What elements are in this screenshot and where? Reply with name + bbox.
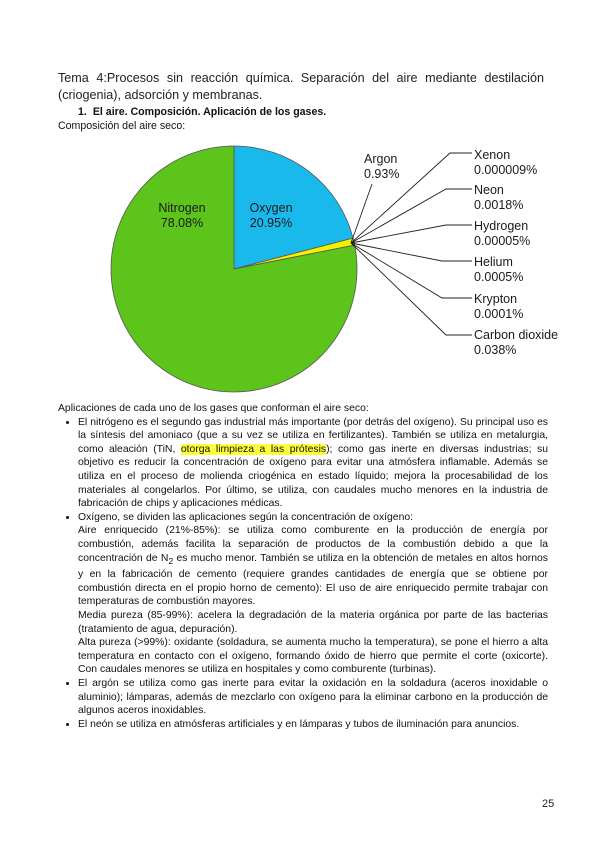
applications-section [58,402,548,731]
krypton-leader [351,243,472,298]
argon-leader [351,184,372,243]
oxygen-enriched-air [78,524,548,609]
argon-callout-name: Argon [364,152,398,166]
krypton-callout-value: 0.0001% [474,307,524,321]
oxygen-bullet [78,511,548,677]
nitrogen-slice-name: Nitrogen [158,201,206,215]
neon-bullet: • El neón se utiliza en atmósferas artificiales y en lámparas y tubos de iluminación para anuncios. [78,718,548,732]
oxygen-enriched-subscript: 2 [168,555,174,566]
air-composition-pie-chart [110,132,580,404]
carbon-dioxide-leader [351,243,472,335]
section-title: El aire. Composición. Aplicación de los gases. [92,106,327,118]
applications-list [58,416,548,732]
oxygen-medium-purity: Media pureza (85-99%): acelera la degradación de la materia orgánica por parte de las bacterias (tratamiento de agua, depuración). [78,609,548,635]
highlighted-text: otorga limpieza a las prótesis [180,443,327,455]
nitrogen-text-before: El nitrógeno es el segundo gas industrial más importante (por detrás del oxígeno). Su principal uso es la síntesis del amoniaco (que a su vez se utiliza en fertilizantes). También se utiliza en metalurgia, como aleación (TiN, [78,416,548,455]
section-number: 1. [78,106,87,118]
xenon-callout-name: Xenon [474,148,511,162]
hydrogen-callout-value: 0.00005% [474,234,531,248]
xenon-callout-value: 0.000009% [474,163,538,177]
carbon-dioxide-callout-name: Carbon dioxide [474,328,559,342]
helium-callout-name: Helium [474,255,513,269]
neon-callout-name: Neon [474,183,504,197]
applications-intro: Aplicaciones de cada uno de los gases que conforman el aire seco: [58,403,369,414]
argon-bullet: • El argón se utiliza como gas inerte para evitar la oxidación en la soldadura (aceros inoxidable o aluminio); lámparas, además de mezclarlo con oxígeno para la eliminar carbono en la producción de algunos aceros inoxidables. [78,677,548,718]
oxygen-slice-name: Oxygen [249,201,293,215]
helium-leader [351,243,472,261]
krypton-callout-name: Krypton [474,292,518,306]
nitrogen-bullet [78,416,548,511]
nitrogen-text-after: ); como gas inerte en diversas industrias; su objetivo es reducir la concentración de oxígeno para evitar una atmósfera inflamable. Además se utiliza en el proceso de molienda criogénica en estado líquido; mejora la procesabilidad de los materiales al congelarlos. Por último, se utiliza, con caudales mucho menores en la industria de fabricación de chips y aplicaciones médicas. [78,443,548,510]
argon-callout-value: 0.93% [364,167,400,181]
oxygen-intro: Oxígeno, se dividen las aplicaciones según la concentración de oxígeno: [78,511,414,523]
oxygen-high-purity: Alta pureza (>99%): oxidante (soldadura, se aumenta mucho la temperatura), se pone el hierro a alta temperatura en contacto con el oxígeno, formando óxido de hierro que permite el corte (oxicorte). Con caudales menores se utiliza en hospitales y como comburente (turbinas). [78,637,548,676]
nitrogen-slice-value: 78.08% [160,216,204,230]
oxygen-enriched-after: es mucho menor. También se utiliza en la obtención de metales en altos hornos y en la fabricación de cemento (requiere grandes cantidades de energía que se obtiene por combustión directa en el propio horno de cemento): El uso de aire enriquecido permite trabajar con temperaturas de combustión mayores. [78,552,548,608]
neon-leader [351,189,472,243]
helium-callout-value: 0.0005% [474,270,524,284]
hydrogen-callout-name: Hydrogen [474,219,529,233]
oxygen-enriched-before: Aire enriquecido (21%-85%): se utiliza como comburente en la producción de energía por combustión, además facilita la separación de productos de la combustión debido a que la concentración de N [78,525,548,564]
hydrogen-leader [351,225,472,243]
oxygen-slice-value: 20.95% [249,216,293,230]
carbon-dioxide-callout-value: 0.038% [474,343,517,357]
composition-subheading: Composición del aire seco: [58,120,186,132]
neon-callout-value: 0.0018% [474,198,524,212]
pie-slices [111,146,357,392]
document-title: Tema 4:Procesos sin reacción química. Separación del aire mediante destilación (criogenia), adsorción y membranas. [58,71,544,102]
page-number: 25 [542,798,555,810]
section-heading [78,106,326,118]
